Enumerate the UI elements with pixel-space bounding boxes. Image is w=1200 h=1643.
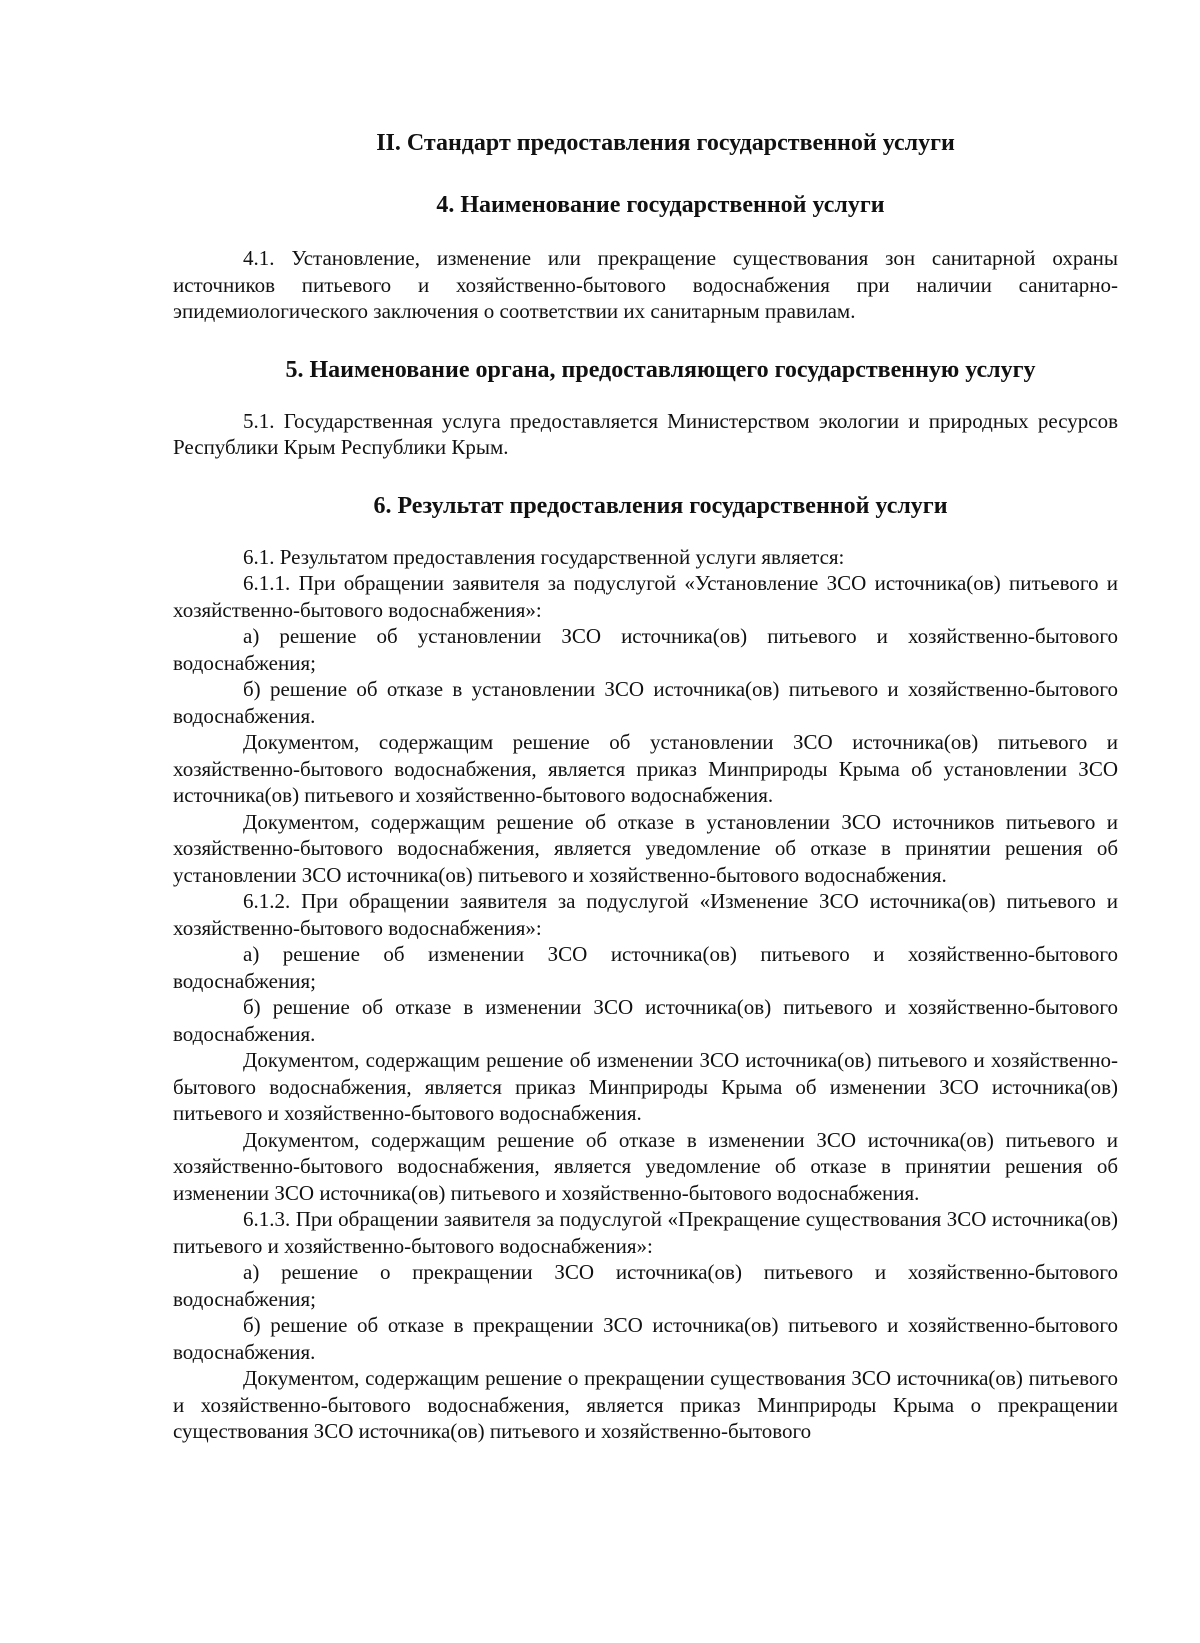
paragraph-6-1-2-doc-approval: Документом, содержащим решение об изменении ЗСО источника(ов) питьевого и хозяйственно-бытового водоснабжения, является приказ Минприроды Крыма об изменении ЗСО источника(ов) питьевого и хозяйственно-бытового водоснабжения. xyxy=(173,1048,1118,1125)
paragraph-6-1-2-doc-refusal: Документом, содержащим решение об отказе в изменении ЗСО источника(ов) питьевого и хозяйственно-бытового водоснабжения, является уведомление об отказе в принятии решения об изменении ЗСО источника(ов) питьевого и хозяйственно-бытового водоснабжения. xyxy=(173,1127,1118,1205)
section-heading-4: 4. Наименование государственной услуги xyxy=(436,192,885,218)
paragraph-6-1-2-a: а) решение об изменении ЗСО источника(ов) питьевого и хозяйственно-бытового водоснабжения; xyxy=(173,942,1118,993)
paragraph-6-1-3-a: а) решение о прекращении ЗСО источника(ов) питьевого и хозяйственно-бытового водоснабжения; xyxy=(173,1260,1118,1311)
paragraph-4-1: 4.1. Установление, изменение или прекращение существования зон санитарной охраны источников питьевого и хозяйственно-бытового водоснабжения при наличии санитарно-эпидемиологического заключения о соответствии их санитарным правилам. xyxy=(173,246,1118,323)
section-heading-6: 6. Результат предоставления государственной услуги xyxy=(373,492,948,519)
paragraph-6-1-1-a: а) решение об установлении ЗСО источника(ов) питьевого и хозяйственно-бытового водоснабжения; xyxy=(173,624,1118,675)
paragraph-6-1-2-b: б) решение об отказе в изменении ЗСО источника(ов) питьевого и хозяйственно-бытового водоснабжения. xyxy=(173,995,1118,1046)
document-body xyxy=(173,128,1118,1445)
section-heading-5: 5. Наименование органа, предоставляющего государственную услугу xyxy=(285,356,1036,383)
paragraph-5-1: 5.1. Государственная услуга предоставляется Министерством экологии и природных ресурсов Республики Крым Республики Крым. xyxy=(173,408,1118,459)
part-title: II. Стандарт предоставления государственной услуги xyxy=(376,130,955,156)
paragraph-6-1-1-b: б) решение об отказе в установлении ЗСО источника(ов) питьевого и хозяйственно-бытового водоснабжения. xyxy=(173,677,1118,728)
paragraph-6-1-3-b: б) решение об отказе в прекращении ЗСО источника(ов) питьевого и хозяйственно-бытового водоснабжения. xyxy=(173,1313,1118,1364)
paragraph-6-1-2: 6.1.2. При обращении заявителя за подуслугой «Изменение ЗСО источника(ов) питьевого и хозяйственно-бытового водоснабжения»: xyxy=(173,889,1118,940)
paragraph-6-1-3: 6.1.3. При обращении заявителя за подуслугой «Прекращение существования ЗСО источника(ов) питьевого и хозяйственно-бытового водоснабжения»: xyxy=(173,1207,1118,1258)
paragraph-6-1-3-doc-approval: Документом, содержащим решение о прекращении существования ЗСО источника(ов) питьевого и хозяйственно-бытового водоснабжения, является приказ Минприроды Крыма о прекращении существования ЗСО источника(ов) питьевого и хозяйственно-бытового xyxy=(173,1366,1118,1443)
paragraph-6-1-1-doc-approval: Документом, содержащим решение об установлении ЗСО источника(ов) питьевого и хозяйственно-бытового водоснабжения, является приказ Минприроды Крыма об установлении ЗСО источника(ов) питьевого и хозяйственно-бытового водоснабжения. xyxy=(173,730,1118,807)
paragraph-6-1-1: 6.1.1. При обращении заявителя за подуслугой «Установление ЗСО источника(ов) питьевого и хозяйственно-бытового водоснабжения»: xyxy=(173,571,1118,622)
paragraph-6-1: 6.1. Результатом предоставления государственной услуги является: xyxy=(243,544,845,569)
paragraph-6-1-1-doc-refusal: Документом, содержащим решение об отказе в установлении ЗСО источников питьевого и хозяйственно-бытового водоснабжения, является уведомление об отказе в принятии решения об установлении ЗСО источника(ов) питьевого и хозяйственно-бытового водоснабжения. xyxy=(173,809,1118,887)
